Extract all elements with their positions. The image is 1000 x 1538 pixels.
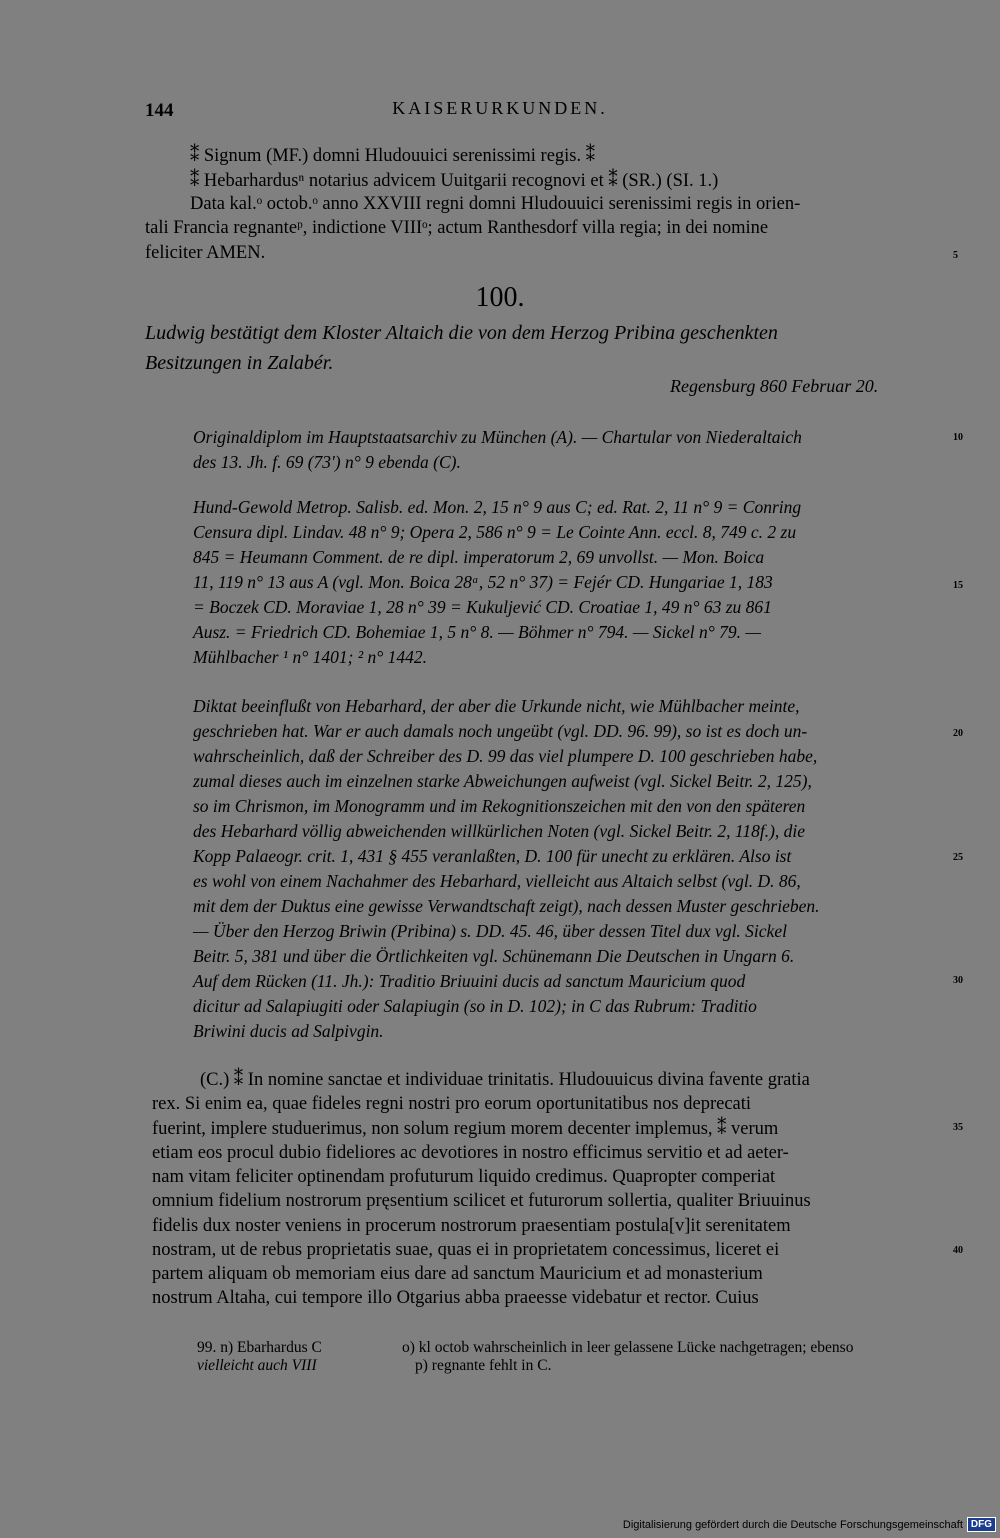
commentary-line: es wohl von einem Nachahmer des Hebarhard, vielleicht aus Altaich selbst (vgl. D. 86, <box>193 871 801 891</box>
text-line: ⁑ Signum (MF.) domni Hludouuici serenissimi regis. ⁑ <box>190 146 595 166</box>
funding-footer <box>623 1517 996 1532</box>
place-date: Regensburg 860 Februar 20. <box>670 376 879 396</box>
text-body-line: etiam eos procul dubio fideliores ac devotiores in nostro efficimus servitio et ad aeter- <box>152 1143 789 1163</box>
text-body-line: nostram, ut de rebus proprietatis suae, quas ei in proprietatem concessimus, liceret ei <box>152 1240 780 1260</box>
commentary-line: Kopp Palaeogr. crit. 1, 431 § 455 veranlaßten, D. 100 für unecht zu erklären. Also ist <box>193 846 792 866</box>
commentary-line: Diktat beeinflußt von Hebarhard, der aber die Urkunde nicht, wie Mühlbacher meinte, <box>193 696 800 716</box>
margin-line-number: 10 <box>953 432 963 443</box>
text-body-line: fidelis dux noster veniens in procerum nostrorum praesentiam postula[v]it serenitatem <box>152 1216 791 1236</box>
text-line: feliciter AMEN. <box>145 243 266 263</box>
page-number: 144 <box>145 100 174 121</box>
commentary-line: dicitur ad Salapiugiti oder Salapiugin (so in D. 102); in C das Rubrum: Traditio <box>193 996 757 1016</box>
summary-line: Ludwig bestätigt dem Kloster Altaich die von dem Herzog Pribina geschenkten <box>145 322 778 344</box>
editions-line: Censura dipl. Lindav. 48 n° 9; Opera 2, 586 n° 9 = Le Cointe Ann. eccl. 8, 749 c. 2 zu <box>193 522 797 542</box>
text-body-line: nam vitam feliciter optinendam profuturum liquido credimus. Quapropter comperiat <box>152 1167 776 1187</box>
commentary-line: geschrieben hat. War er auch damals noch ungeübt (vgl. DD. 96. 99), so ist es doch un- <box>193 721 808 741</box>
text-line: tali Francia regnanteᵖ, indictione VIIIᵒ; actum Ranthesdorf villa regia; in dei nomine <box>145 218 769 238</box>
margin-line-number: 30 <box>953 975 963 986</box>
document-number: 100. <box>475 282 525 313</box>
text-body-line: omnium fidelium nostrorum pręsentium scilicet et futurorum sollertia, qualiter Briuuinus <box>152 1191 811 1211</box>
tradition-line: Originaldiplom im Hauptstaatsarchiv zu München (A). — Chartular von Niederaltaich <box>193 427 802 447</box>
margin-line-number: 5 <box>953 250 958 261</box>
margin-line-number: 25 <box>953 852 963 863</box>
commentary-line: — Über den Herzog Briwin (Pribina) s. DD. 45. 46, über dessen Titel dux vgl. Sickel <box>193 921 787 941</box>
text-body-line: (C.) ⁑ In nomine sanctae et individuae trinitatis. Hludouuicus divina favente gratia <box>200 1070 810 1090</box>
commentary-line: Beitr. 5, 381 und über die Örtlichkeiten vgl. Schünemann Die Deutschen in Ungarn 6. <box>193 946 795 966</box>
running-title: KAISERURKUNDEN. <box>392 98 608 118</box>
commentary-line: Auf dem Rücken (11. Jh.): Traditio Briuuini ducis ad sanctum Mauricium quod <box>193 971 746 991</box>
editions-line: Ausz. = Friedrich CD. Bohemiae 1, 5 n° 8. — Böhmer n° 794. — Sickel n° 79. — <box>193 622 761 642</box>
commentary-line: des Hebarhard völlig abweichenden willkürlichen Noten (vgl. Sickel Beitr. 2, 118f.), die <box>193 821 806 841</box>
margin-line-number: 20 <box>953 728 963 739</box>
dfg-logo-icon: DFG <box>967 1517 996 1532</box>
footnote-right-2: p) regnante fehlt in C. <box>415 1357 552 1374</box>
editions-line: Hund-Gewold Metrop. Salisb. ed. Mon. 2, 15 n° 9 aus C; ed. Rat. 2, 11 n° 9 = Conring <box>193 497 802 517</box>
editions-line: Mühlbacher ¹ n° 1401; ² n° 1442. <box>193 647 427 667</box>
commentary-line: mit dem der Duktus eine gewisse Verwandtschaft zeigt), nach dessen Muster geschrieben. <box>193 896 820 916</box>
text-line: Data kal.ᵒ octob.ᵒ anno XXVIII regni domni Hludouuici serenissimi regis in orien- <box>190 194 801 214</box>
commentary-line: so im Chrismon, im Monogramm und im Rekognitionszeichen mit den von den späteren <box>193 796 806 816</box>
editions-line: 11, 119 n° 13 aus A (vgl. Mon. Boica 28ᵃ, 52 n° 37) = Fejér CD. Hungariae 1, 183 <box>193 572 773 592</box>
editions-line: = Boczek CD. Moraviae 1, 28 n° 39 = Kukuljević CD. Croatiae 1, 49 n° 63 zu 861 <box>193 597 772 617</box>
commentary-line: zumal dieses auch im einzelnen starke Abweichungen aufweist (vgl. Sickel Beitr. 2, 125), <box>193 771 812 791</box>
text-body-line: partem aliquam ob memoriam eius dare ad sanctum Mauricium et ad monasterium <box>152 1264 763 1284</box>
text-body-line: rex. Si enim ea, quae fideles regni nostri pro eorum oportunitatibus nos deprecati <box>152 1094 752 1114</box>
funding-text: Digitalisierung gefördert durch die Deutsche Forschungsgemeinschaft <box>622 1518 963 1531</box>
footnote-left-2: vielleicht auch VIII <box>197 1357 317 1374</box>
commentary-line: Briwini ducis ad Salpivgin. <box>193 1021 384 1041</box>
footnote-right-1: o) kl octob wahrscheinlich in leer gelassene Lücke nachgetragen; ebenso <box>402 1339 854 1356</box>
editions-line: 845 = Heumann Comment. de re dipl. imperatorum 2, 69 unvollst. — Mon. Boica <box>193 547 765 567</box>
text-body-line: fuerint, implere studuerimus, non solum regium morem decenter implemus, ⁑ verum <box>152 1119 779 1139</box>
summary-line: Besitzungen in Zalabér. <box>145 352 334 374</box>
commentary-line: wahrscheinlich, daß der Schreiber des D. 99 das viel plumpere D. 100 geschrieben habe, <box>193 746 818 766</box>
tradition-line: des 13. Jh. f. 69 (73') n° 9 ebenda (C). <box>193 452 461 472</box>
margin-line-number: 15 <box>953 580 963 591</box>
text-body-line: nostrum Altaha, cui tempore illo Otgarius abba praeesse videbatur et rector. Cuius <box>152 1288 759 1308</box>
text-line: ⁑ Hebarhardusⁿ notarius advicem Uuitgarii recognovi et ⁑ (SR.) (SI. 1.) <box>190 171 719 191</box>
margin-line-number: 35 <box>953 1122 963 1133</box>
margin-line-number: 40 <box>953 1245 963 1256</box>
footnote-left-1: 99. n) Ebarhardus C <box>197 1339 322 1356</box>
